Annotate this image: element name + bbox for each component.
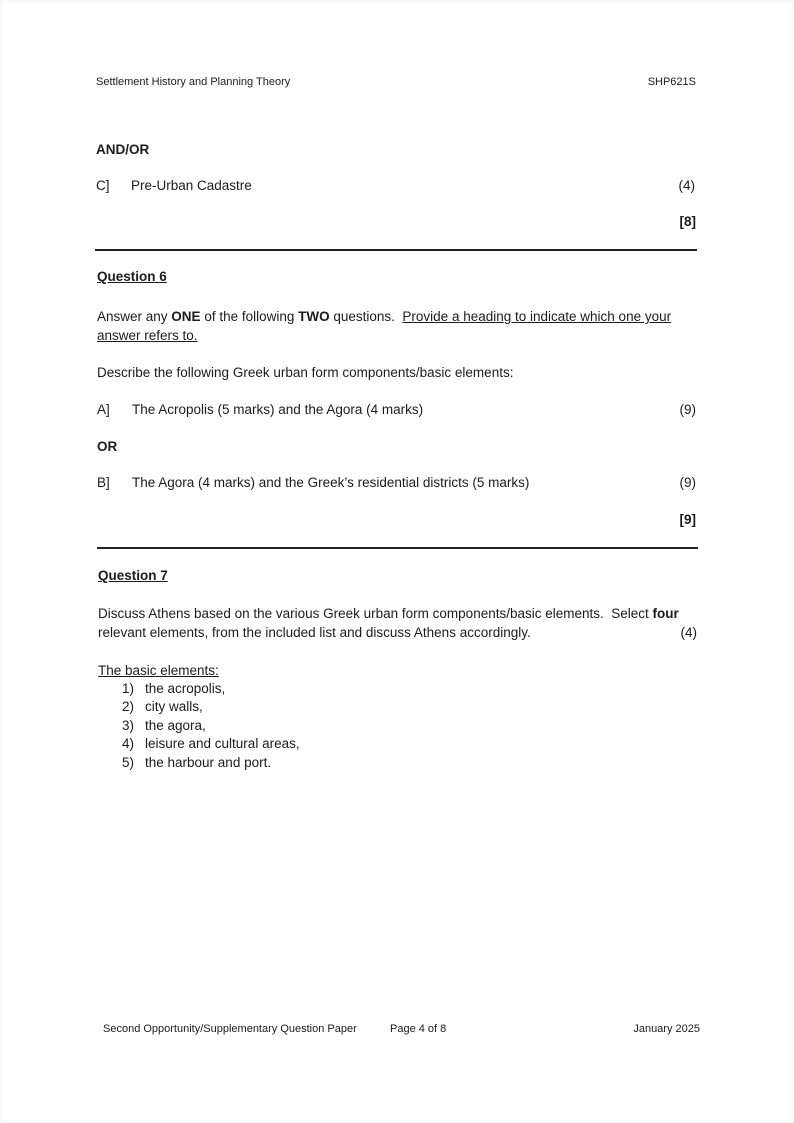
footer-date: January 2025 — [633, 1023, 700, 1035]
list-item-number: 1) — [122, 681, 135, 696]
text: of the following — [200, 309, 299, 324]
item-a-label: A] — [97, 402, 110, 417]
question-6-prompt: Describe the following Greek urban form components/basic elements: — [97, 365, 514, 380]
item-b-label: B] — [97, 475, 110, 490]
item-a-marks: (9) — [679, 402, 696, 417]
footer-paper-type: Second Opportunity/Supplementary Question Paper — [103, 1023, 357, 1035]
divider — [95, 249, 697, 251]
text: four — [652, 606, 679, 621]
and-or-connector: AND/OR — [96, 142, 150, 157]
question-6-instruction — [97, 308, 671, 326]
list-item: city walls, — [145, 699, 203, 714]
item-c-text: Pre-Urban Cadastre — [131, 178, 252, 193]
list-item-number: 2) — [122, 699, 135, 714]
item-b-text: The Agora (4 marks) and the Greek’s residential districts (5 marks) — [132, 475, 530, 490]
question-6-instruction-cont: answer refers to. — [97, 328, 198, 343]
list-item-number: 5) — [122, 755, 135, 770]
question-6-total: [9] — [679, 512, 696, 527]
course-title: Settlement History and Planning Theory — [96, 76, 291, 88]
list-item-number: 4) — [122, 736, 135, 751]
list-item-number: 3) — [122, 718, 135, 733]
or-connector: OR — [97, 439, 118, 454]
item-c-marks: (4) — [678, 178, 695, 193]
text: Provide a heading to indicate which one your — [402, 309, 672, 324]
text: Discuss Athens based on the various Greek urban form components/basic elements. Select — [98, 606, 653, 621]
list-item: the agora, — [145, 718, 206, 733]
list-item: leisure and cultural areas, — [145, 736, 300, 751]
question-7-marks: (4) — [680, 625, 697, 640]
elements-heading: The basic elements: — [98, 663, 219, 678]
question-6-title: Question 6 — [97, 269, 167, 284]
text: ONE — [171, 309, 201, 324]
item-b-marks: (9) — [679, 475, 696, 490]
course-code: SHP621S — [647, 76, 696, 88]
list-item: the harbour and port. — [145, 755, 272, 770]
item-c-label: C] — [96, 178, 110, 193]
item-a-text: The Acropolis (5 marks) and the Agora (4 marks) — [132, 402, 424, 417]
text: Answer any — [97, 309, 172, 324]
list-item: the acropolis, — [145, 681, 226, 696]
question-7-title: Question 7 — [98, 568, 168, 583]
footer-page-number: Page 4 of 8 — [390, 1023, 447, 1035]
text: TWO — [298, 309, 330, 324]
text: questions. — [329, 309, 403, 324]
question-7-line-2: relevant elements, from the included list and discuss Athens accordingly. — [98, 625, 531, 640]
section-total: [8] — [679, 214, 696, 229]
question-7-line-1 — [98, 605, 679, 623]
divider — [97, 547, 698, 549]
